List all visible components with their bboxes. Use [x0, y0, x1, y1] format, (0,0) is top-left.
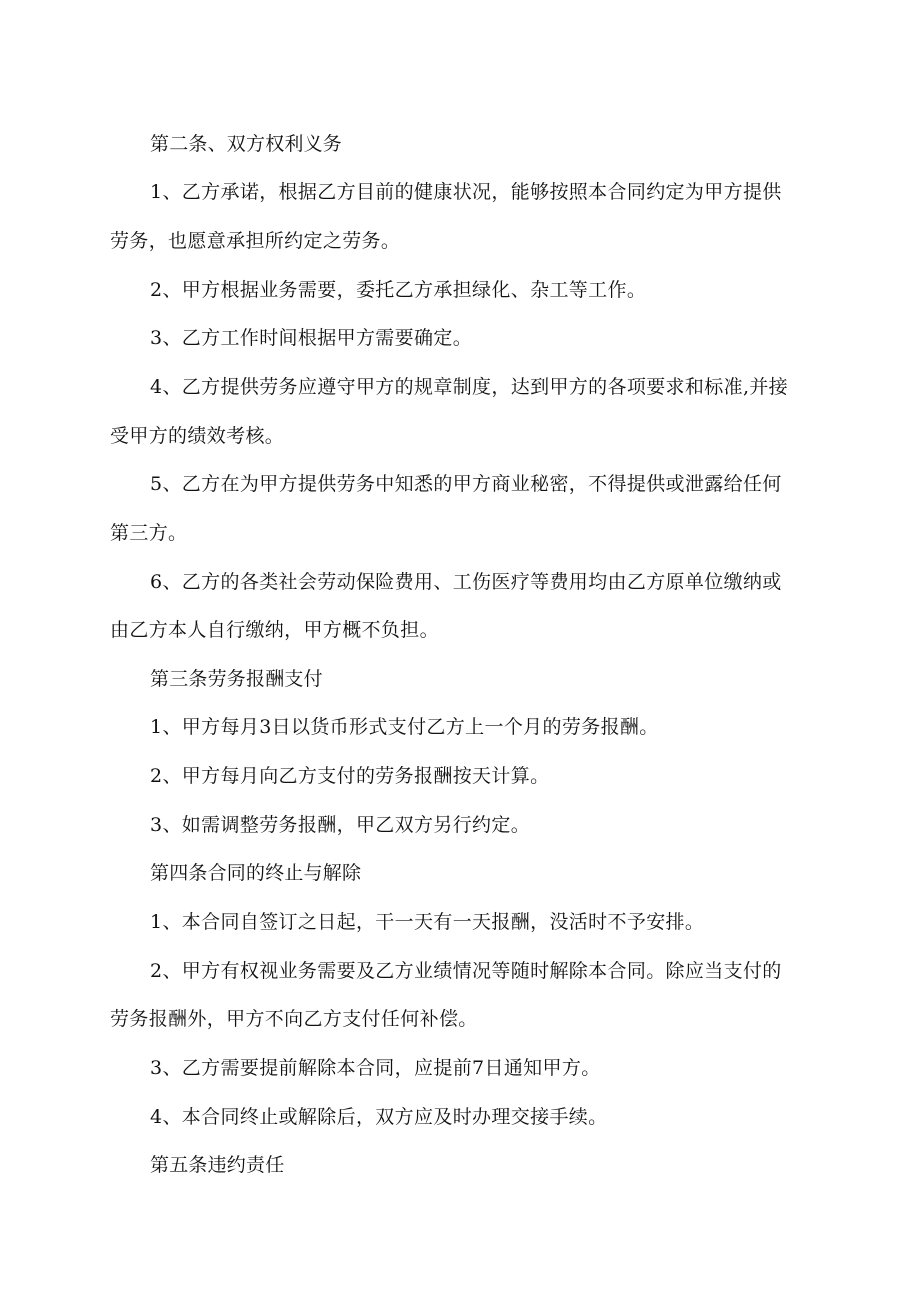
paragraph-line: 劳务，也愿意承担所约定之劳务。	[110, 230, 401, 252]
paragraph-line: 6、乙方的各类社会劳动保险费用、工伤医疗等费用均由乙方原单位缴纳或	[150, 571, 782, 593]
section-heading: 第二条、双方权利义务	[150, 133, 343, 155]
paragraph-line: 1、乙方承诺，根据乙方目前的健康状况，能够按照本合同约定为甲方提供	[150, 181, 782, 203]
paragraph-line: 1、甲方每月3日以货币形式支付乙方上一个月的劳务报酬。	[150, 716, 659, 738]
paragraph-line: 3、如需调整劳务报酬，甲乙双方另行约定。	[150, 814, 531, 836]
paragraph-line: 由乙方本人自行缴纳，甲方概不负担。	[110, 619, 439, 641]
paragraph-line: 第三方。	[110, 522, 188, 544]
paragraph-line: 2、甲方根据业务需要，委托乙方承担绿化、杂工等工作。	[150, 279, 647, 301]
paragraph-line: 3、乙方工作时间根据甲方需要确定。	[150, 327, 473, 349]
paragraph-line: 3、乙方需要提前解除本合同，应提前7日通知甲方。	[150, 1057, 601, 1079]
paragraph-line: 1、本合同自签订之日起，干一天有一天报酬，没活时不予安排。	[150, 911, 705, 933]
paragraph-line: 受甲方的绩效考核。	[110, 425, 285, 447]
paragraph-line: 劳务报酬外，甲方不向乙方支付任何补偿。	[110, 1008, 478, 1030]
paragraph-line: 2、甲方有权视业务需要及乙方业绩情况等随时解除本合同。除应当支付的	[150, 960, 782, 982]
section-heading: 第三条劳务报酬支付	[150, 668, 323, 690]
paragraph-line: 2、甲方每月向乙方支付的劳务报酬按天计算。	[150, 765, 550, 787]
section-heading: 第四条合同的终止与解除	[150, 862, 362, 884]
paragraph-line: 5、乙方在为甲方提供劳务中知悉的甲方商业秘密，不得提供或泄露给任何	[150, 473, 782, 495]
paragraph-line: 4、乙方提供劳务应遵守甲方的规章制度，达到甲方的各项要求和标准,并接	[150, 376, 789, 398]
section-heading: 第五条违约责任	[150, 1154, 285, 1176]
paragraph-line: 4、本合同终止或解除后，双方应及时办理交接手续。	[150, 1106, 608, 1128]
